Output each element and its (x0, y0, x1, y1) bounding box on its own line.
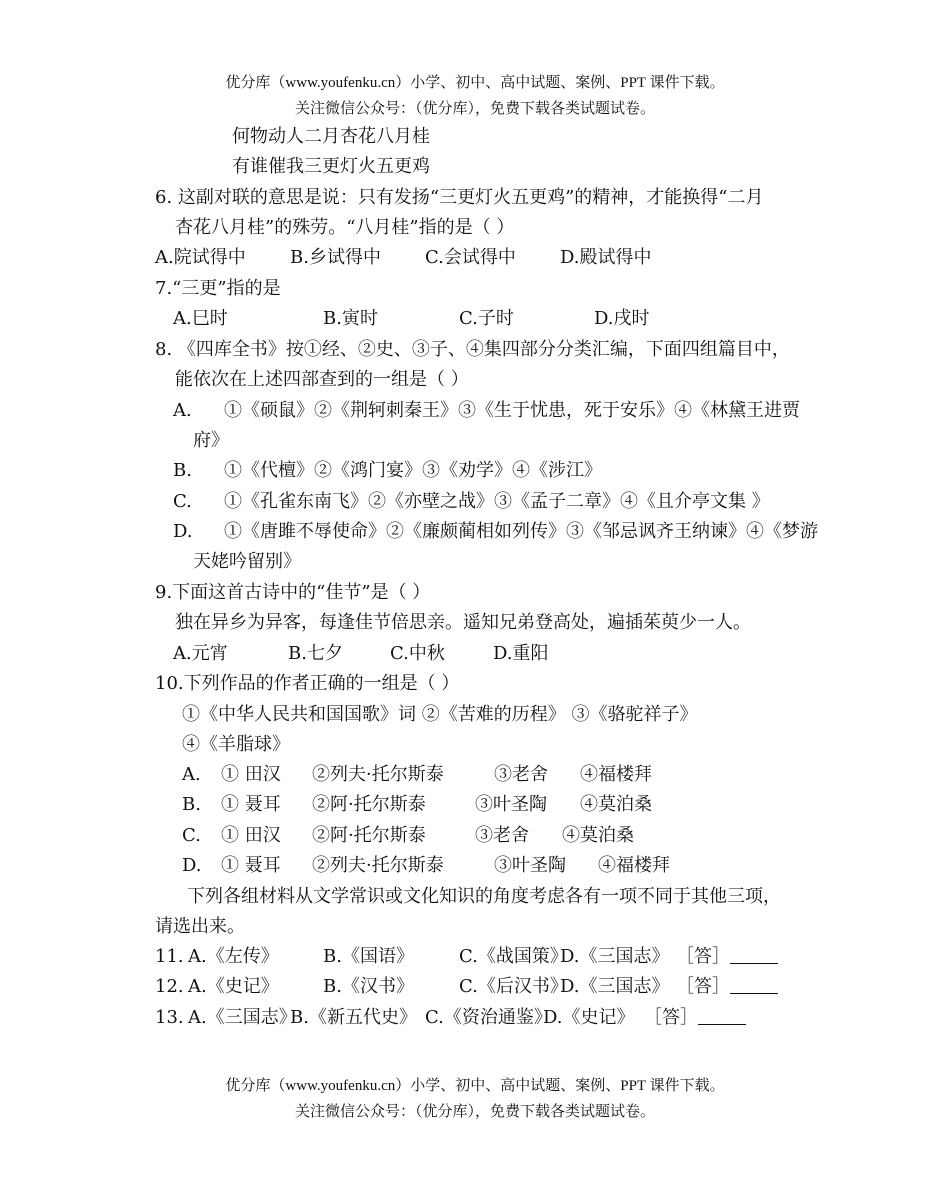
q10-option-d-1: ① 聂耳 (221, 855, 281, 876)
q10-option-a-1: ① 田汉 (221, 764, 281, 785)
q10-option-b-2: ②阿·托尔斯泰 (312, 794, 426, 815)
q10-option-c-3: ③老舍 (475, 825, 529, 846)
couplet-line-1: 何物动人二月杏花八月桂 (232, 126, 430, 147)
q10-option-d-label: D. (182, 855, 202, 876)
q8-option-a-label: A. (173, 400, 192, 421)
q7-option-c: C.子时 (459, 308, 514, 329)
q13-option-d: D.《史记》 (543, 1007, 635, 1028)
q10-option-d-2: ②列夫·托尔斯泰 (312, 855, 444, 876)
q8-option-b-line-1: ①《代檀》②《鸿门宴》③《劝学》④《涉江》 (224, 460, 602, 481)
q12-number: 12. (155, 976, 184, 997)
header-line-1: 优分库（www.youfenku.cn）小学、初中、高中试题、案例、PPT 课件下载。 (225, 75, 725, 91)
q12-answer[interactable] (676, 974, 778, 1000)
q10-option-d-4: ④福楼拜 (598, 855, 670, 876)
q11-option-b: B.《国语》 (323, 946, 414, 967)
q12-option-a: A.《史记》 (188, 976, 279, 997)
q12-option-c: C.《后汉书》 (459, 976, 568, 997)
q10-works-line-1: ①《中华人民共和国国歌》词 ②《苦难的历程》 ③《骆驼祥子》 (182, 704, 698, 725)
q8-option-c-label: C. (173, 491, 192, 512)
q6-option-b: B.乡试得中 (290, 247, 381, 268)
q11-option-d: D.《三国志》 (560, 946, 670, 967)
q10-option-c-label: C. (182, 825, 201, 846)
q10-option-a-3: ③老舍 (494, 764, 548, 785)
q8-option-b-label: B. (173, 460, 192, 481)
q11-option-c: C.《战国策》 (459, 946, 568, 967)
q10-option-c-4: ④莫泊桑 (562, 825, 634, 846)
q12-answer-blank[interactable] (730, 975, 778, 994)
q9-stem: 9.下面这首古诗中的“佳节”是（ ） (155, 582, 431, 603)
header-line-2: 关注微信公众号：（优分库），免费下载各类试题试卷。 (294, 101, 655, 117)
q10-option-a-2: ②列夫·托尔斯泰 (312, 764, 444, 785)
q7-option-b: B.寅时 (323, 308, 378, 329)
q7-option-d: D.戌时 (594, 308, 650, 329)
q10-option-a-label: A. (182, 764, 201, 785)
q9-poem: 独在异乡为异客，每逢佳节倍思亲。遥知兄弟登高处，遍插茱萸少一人。 (175, 612, 751, 633)
q11-answer-blank[interactable] (730, 945, 778, 964)
q13-answer-blank[interactable] (698, 1006, 746, 1025)
q10-option-b-1: ① 聂耳 (221, 794, 281, 815)
q6-stem-1: 6. 这副对联的意思是说：只有发扬“三更灯火五更鸡”的精神，才能换得“二月 (155, 187, 764, 208)
couplet-line-2: 有谁催我三更灯火五更鸡 (232, 156, 430, 177)
q9-option-b: B.七夕 (288, 643, 343, 664)
q10-stem: 10.下列作品的作者正确的一组是（ ） (155, 673, 460, 694)
q11-answer[interactable] (676, 944, 778, 970)
q11-number: 11. (155, 946, 184, 967)
q11-answer-label: ［答］ (676, 946, 730, 967)
q12-answer-label: ［答］ (676, 976, 730, 997)
section-instruction-line-1: 下列各组材料从文学常识或文化知识的角度考虑各有一项不同于其他三项， (187, 886, 781, 907)
q13-answer[interactable] (644, 1005, 746, 1031)
q9-option-c: C.中秋 (390, 643, 445, 664)
q12-option-b: B.《汉书》 (323, 976, 414, 997)
q10-option-d-3: ③叶圣陶 (494, 855, 566, 876)
q13-option-a: A.《三国志》 (188, 1007, 297, 1028)
q8-stem-2: 能依次在上述四部查到的一组是（ ） (175, 369, 469, 390)
q8-option-a-line-2: 府》 (193, 430, 229, 451)
footer-line-1: 优分库（www.youfenku.cn）小学、初中、高中试题、案例、PPT 课件下载。 (225, 1078, 725, 1094)
q12-option-d: D.《三国志》 (560, 976, 670, 997)
q11-option-a: A.《左传》 (188, 946, 279, 967)
q13-number: 13. (155, 1007, 184, 1028)
section-instruction-line-2: 请选出来。 (155, 916, 245, 937)
q8-option-d-label: D. (173, 521, 193, 542)
q8-option-a-line-1: ①《硕鼠》②《荆轲刺秦王》③《生于忧患，死于安乐》④《林黛王进贾 (224, 400, 800, 421)
q10-option-b-label: B. (182, 794, 201, 815)
q10-option-b-3: ③叶圣陶 (475, 794, 547, 815)
q6-option-a: A.院试得中 (155, 247, 246, 268)
q10-option-c-2: ②阿·托尔斯泰 (312, 825, 426, 846)
q10-works-line-2: ④《羊脂球》 (182, 734, 290, 755)
q8-option-d-line-2: 天姥吟留别》 (193, 551, 301, 572)
q7-stem: 7.“三更”指的是 (155, 278, 281, 299)
q13-option-c: C.《资治通鉴》 (425, 1007, 552, 1028)
q9-option-a: A.元宵 (173, 643, 228, 664)
q6-option-d: D.殿试得中 (560, 247, 652, 268)
footer-line-2: 关注微信公众号：（优分库），免费下载各类试题试卷。 (294, 1104, 655, 1120)
q8-option-d-line-1: ①《唐雎不辱使命》②《廉颇蔺相如列传》③《邹忌讽齐王纳谏》④《梦游 (224, 521, 818, 542)
q9-option-d: D.重阳 (493, 643, 549, 664)
q6-stem-2: 杏花八月桂”的殊劳。“八月桂”指的是（ ） (175, 217, 515, 238)
q8-option-c-line-1: ①《孔雀东南飞》②《亦壁之战》③《孟子二章》④《且介亭文集 》 (224, 491, 770, 512)
q10-option-a-4: ④福楼拜 (580, 764, 652, 785)
q13-answer-label: ［答］ (644, 1007, 698, 1028)
q10-option-c-1: ① 田汉 (221, 825, 281, 846)
q8-stem-1: 8. 《四库全书》按①经、②史、③子、④集四部分分类汇编，下面四组篇目中， (155, 339, 790, 360)
q6-option-c: C.会试得中 (425, 247, 516, 268)
q7-option-a: A.巳时 (173, 308, 228, 329)
q13-option-b: B.《新五代史》 (290, 1007, 417, 1028)
q10-option-b-4: ④莫泊桑 (580, 794, 652, 815)
